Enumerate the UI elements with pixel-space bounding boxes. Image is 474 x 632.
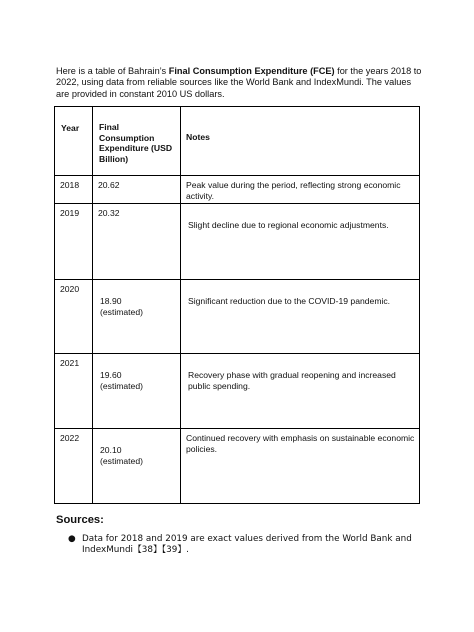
year-text: 2021 (60, 358, 80, 368)
note-text: Significant reduction due to the COVID-19 pandemic. (188, 296, 391, 306)
cell-note (181, 280, 420, 354)
cell-year (55, 176, 93, 204)
header-notes-label: Notes (186, 132, 210, 142)
year-text: 2018 (60, 180, 80, 190)
cell-value (93, 354, 181, 429)
table-row (55, 176, 420, 204)
year-text: 2020 (60, 284, 80, 294)
cell-note (181, 354, 420, 429)
sources-list (56, 534, 426, 557)
year-text: 2019 (60, 208, 80, 218)
header-fce-label: Final Consumption Expenditure (USD Billion) (99, 122, 173, 164)
header-year-label: Year (61, 123, 80, 133)
bullet-icon: ● (68, 534, 76, 544)
header-year (55, 107, 93, 176)
value-text: 20.32 (98, 208, 120, 218)
value-text: 18.90 (estimated) (100, 296, 143, 317)
note-text: Slight decline due to regional economic adjustments. (188, 220, 389, 230)
header-notes (181, 107, 420, 176)
cell-note (181, 204, 420, 280)
intro-paragraph (56, 66, 422, 100)
intro-text-after: for the years 2018 to 2022, using data from reliable sources like the World Bank and IndexMundi. The values are provided in constant 2010 US dollars. (56, 66, 422, 99)
cell-value (93, 429, 181, 504)
cell-value (93, 176, 181, 204)
note-text: Continued recovery with emphasis on sustainable economic policies. (186, 433, 415, 454)
cell-year (55, 204, 93, 280)
cell-value (93, 204, 181, 280)
value-text: 19.60 (estimated) (100, 370, 143, 391)
cell-year (55, 354, 93, 429)
intro-text-bold: Final Consumption Expenditure (FCE) (168, 66, 335, 76)
note-text: Peak value during the period, reflecting strong economic activity. (186, 180, 401, 201)
sources-heading: Sources: (56, 514, 104, 526)
note-text: Recovery phase with gradual reopening and increased public spending. (188, 370, 396, 391)
table-header-row (55, 107, 420, 176)
year-text: 2022 (60, 433, 80, 443)
value-text: 20.62 (98, 180, 120, 190)
table-row (55, 280, 420, 354)
intro-text-before: Here is a table of Bahrain’s (56, 66, 169, 76)
header-fce (93, 107, 181, 176)
table-row (55, 204, 420, 280)
cell-note (181, 429, 420, 504)
table-row (55, 429, 420, 504)
cell-year (55, 280, 93, 354)
table-row (55, 354, 420, 429)
cell-note (181, 176, 420, 204)
list-item (56, 534, 426, 557)
fce-table (54, 106, 420, 504)
cell-year (55, 429, 93, 504)
source-text: Data for 2018 and 2019 are exact values derived from the World Bank and IndexMundi【38】【39】. (82, 534, 412, 556)
value-text: 20.10 (estimated) (100, 445, 143, 466)
cell-value (93, 280, 181, 354)
